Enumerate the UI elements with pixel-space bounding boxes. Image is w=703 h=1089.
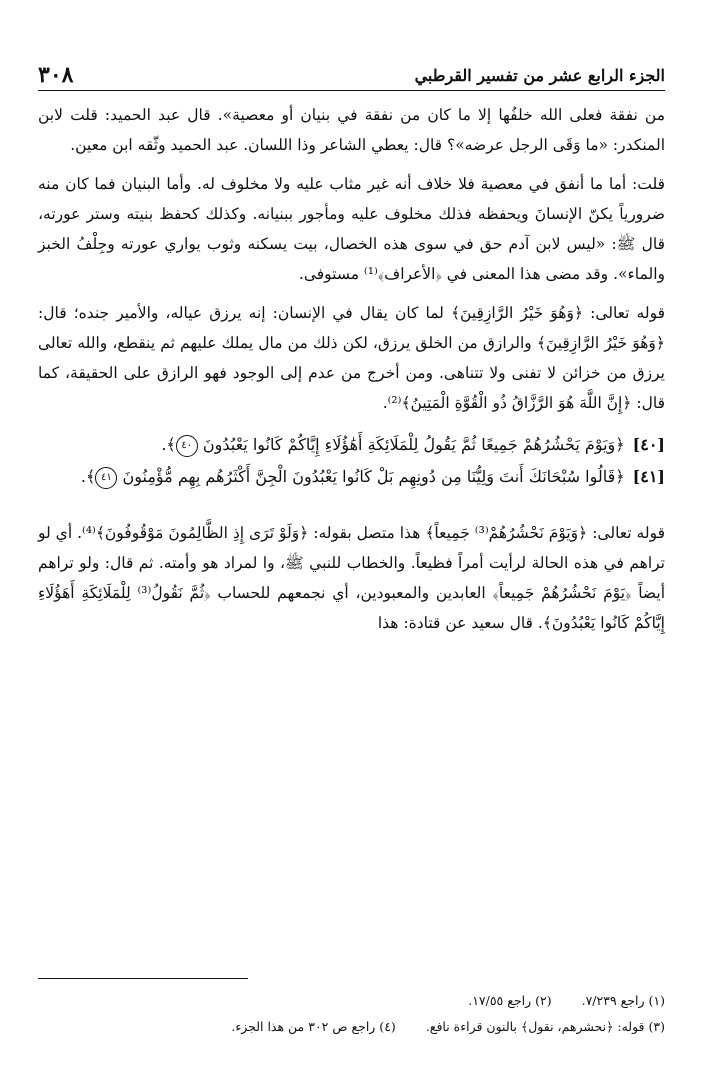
page-header [38, 60, 665, 91]
paragraph-4: قوله تعالى: ﴿وَيَوْمَ نَحْشُرُهُمْ⁽³⁾ جَمِيعاً﴾ هذا متصل بقوله: ﴿وَلَوْ تَرَى إِذِ الظَّالِمُونَ مَوْقُوفُونَ﴾⁽⁴⁾. أي لو تراهم في هذه الحالة لرأيت أمراً فظيعاً. والخطاب للنبي ﷺ، وا لمراد هو وأمته. ثم قال: ولو تراهم أيضاً ﴿يَوْمَ نَحْشُرُهُمْ جَمِيعاً﴾ العابدين والمعبودين، أي نجمعهم للحساب ﴿ثُمَّ نَقُولُ⁽³⁾ لِلْمَلَائِكَةِ أَهَؤُلَاءِ إِيَّاكُمْ كَانُوا يَعْبُدُونَ﴾. قال سعيد عن قتادة: هذا [38, 524, 665, 632]
paragraph-1: من نفقة فعلى الله خلفُها إلا ما كان من نفقة في بنيان أو معصية». قال عبد الحميد: قلت لابن المنكدر: «ما وَقَى الرجل عرضه»؟ قال: يعطي الشاعر وذا اللسان. عبد الحميد وثّقه ابن معين. [38, 106, 665, 154]
footnote-3: (٣) قوله: ﴿نحشرهم، نقول﴾ بالنون قراءة نافع. [425, 1019, 665, 1034]
verse-text: ﴿قَالُوا سُبْحَانَكَ أَنتَ وَلِيُّنَا مِن دُونِهِم بَلْ كَانُوا يَعْبُدُونَ الْجِنَّ أَكْثَرُهُم بِهِم مُّؤْمِنُونَ [122, 467, 625, 486]
verse-41: [٤١] ﴿قَالُوا سُبْحَانَكَ أَنتَ وَلِيُّنَا مِن دُونِهِم بَلْ كَانُوا يَعْبُدُونَ الْجِنَّ أَكْثَرُهُم بِهِم مُّؤْمِنُونَ ٤١﴾. [38, 462, 665, 492]
footnote-row [38, 1014, 665, 1040]
verse-text: ﴿وَيَوْمَ يَحْشُرُهُمْ جَمِيعًا ثُمَّ يَقُولُ لِلْمَلَائِكَةِ أَهَٰؤُلَاءِ إِيَّاكُمْ كَانُوا يَعْبُدُونَ [202, 435, 625, 454]
footnotes [38, 988, 665, 1040]
ayah-end-marker: ٤١ [95, 467, 117, 489]
quran-verses [38, 430, 665, 492]
verse-number: [٤٠] [632, 435, 665, 454]
paragraph-3: قوله تعالى: ﴿وَهُوَ خَيْرُ الرَّازِقِينَ﴾ لما كان يقال في الإنسان: إنه يرزق عياله، والأمير جنده؛ قال: ﴿وَهُوَ خَيْرُ الرَّازِقِينَ﴾ والرازق من الخلق يرزق، لكن ذلك من مال يملك عليهم ثم ينقطع، والله تعالى يرزق من خزائن لا تفنى ولا تتناهى. ومن أخرج من عدم إلى الوجود فهو الرازق على الحقيقة، كما قال: ﴿إِنَّ اللَّهَ هُوَ الرَّزَّاقُ ذُو الْقُوَّةِ الْمَتِينُ﴾⁽²⁾. [38, 304, 665, 412]
footnote-row [38, 988, 665, 1014]
footnote-1: (١) راجع ٧/٢٣٩. [581, 993, 665, 1008]
footnote-2: (٢) راجع ١٧/٥٥. [468, 993, 552, 1008]
running-title: الجزء الرابع عشر من تفسير القرطبي [414, 65, 665, 85]
verse-40: [٤٠] ﴿وَيَوْمَ يَحْشُرُهُمْ جَمِيعًا ثُمَّ يَقُولُ لِلْمَلَائِكَةِ أَهَٰؤُلَاءِ إِيَّاكُمْ كَانُوا يَعْبُدُونَ ٤٠﴾. [38, 430, 665, 460]
page-body [38, 100, 665, 647]
page-number: ٣٠٨ [38, 62, 74, 88]
paragraph-2: قلت: أما ما أنفق في معصية فلا خلاف أنه غير مثاب عليه ولا مخلوف له. وأما البنيان فما كان منه ضرورياً يكنّ الإنسانَ ويحفظه فذلك مخلوف عليه ومأجور ببنيانه. وكذلك كحفظ بنيته وستر عورته، قال ﷺ: «ليس لابن آدم حق في سوى هذه الخصال، بيت يسكنه وثوب يواري عورته وجِلْفُ الخبز والماء». وقد مضى هذا المعنى في ﴿الأعراف﴾⁽¹⁾ مستوفى. [38, 175, 665, 283]
footnote-divider [38, 978, 248, 979]
verse-number: [٤١] [632, 467, 665, 486]
ayah-end-marker: ٤٠ [176, 435, 198, 457]
footnote-4: (٤) راجع ص ٣٠٢ من هذا الجزء. [231, 1019, 396, 1034]
